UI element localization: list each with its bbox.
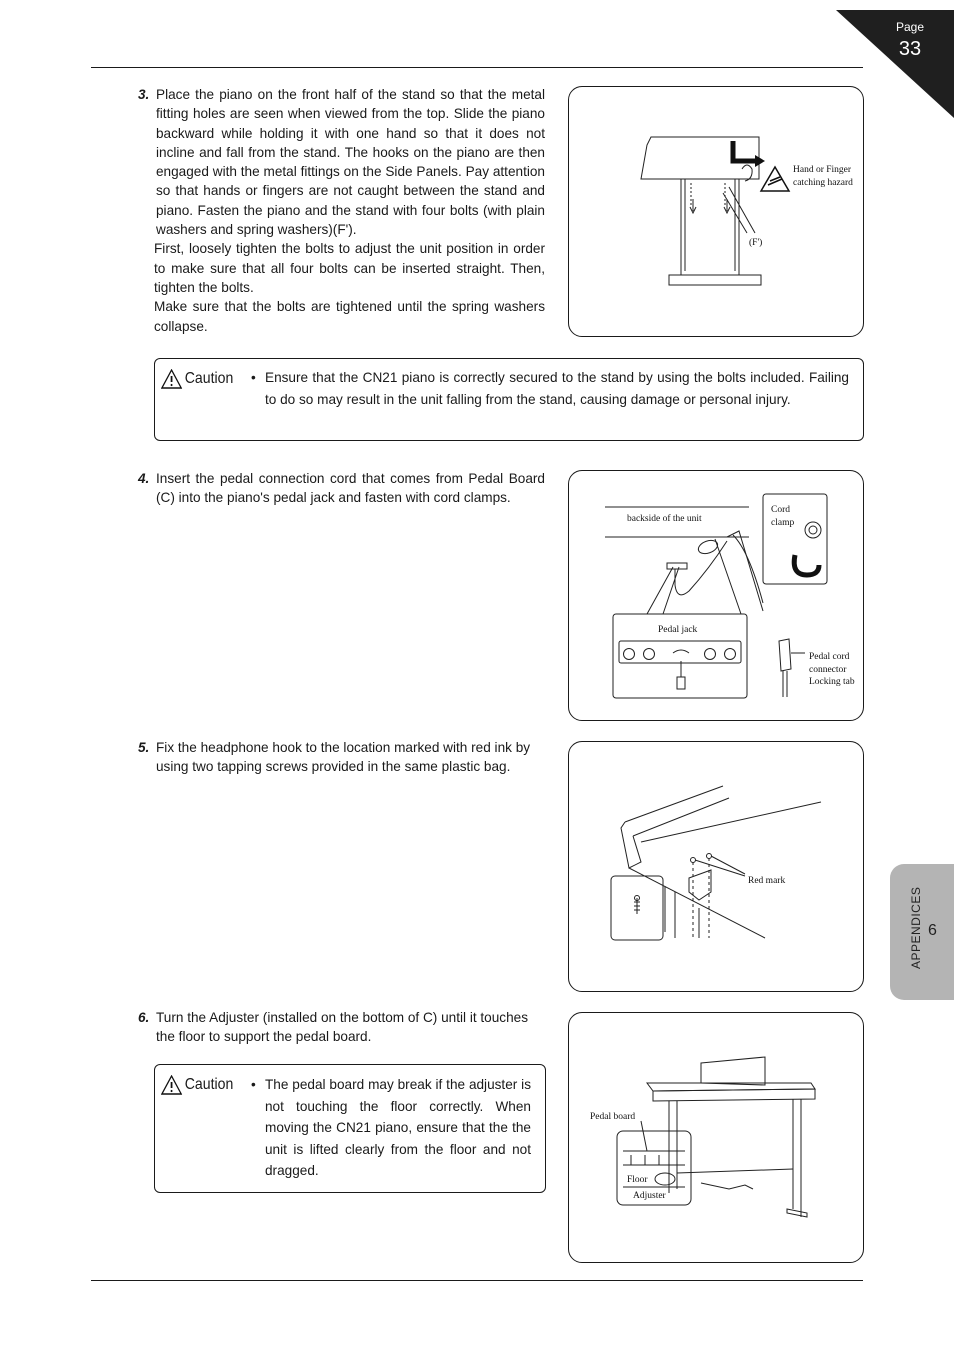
floor-label: Floor: [627, 1175, 648, 1185]
caution-title-text: Caution: [184, 370, 234, 387]
red-mark-label: Red mark: [748, 876, 786, 886]
pedal-board-label: Pedal board: [590, 1112, 636, 1122]
piano-stand-illustration: [569, 87, 863, 336]
caution-text-content: The pedal board may break if the adjuster is not touching the floor correctly. When moving the CN21 piano, ensure that the the unit is lifted clearly from the floor and not dragged.: [265, 1077, 531, 1179]
cord-clamp-label: Cord clamp: [771, 505, 795, 528]
step-3: [138, 85, 545, 336]
figure-headphone-hook: [568, 741, 864, 992]
warning-triangle-icon: [161, 1075, 182, 1095]
caution-box-1: [154, 358, 864, 441]
step-4: [138, 469, 545, 508]
caution-box-2: [154, 1064, 546, 1193]
step-paragraph: Insert the pedal connection cord that comes from Pedal Board (C) into the piano's pedal jack and fasten with cord clamps.: [156, 471, 545, 506]
step-6: [138, 1008, 548, 1047]
step-paragraph: Turn the Adjuster (installed on the bottom of C) until it touches the floor to support the pedal board.: [156, 1010, 529, 1045]
pedal-jack-label: Pedal jack: [658, 625, 698, 635]
step-number: 3.: [138, 87, 150, 102]
figure-pedal-cord: [568, 470, 864, 721]
page-number: 33: [898, 38, 922, 60]
bullet: •: [251, 1077, 256, 1092]
caution-title: [161, 369, 233, 389]
section-tab-label: APPENDICES: [909, 886, 923, 969]
backside-label: backside of the unit: [627, 514, 702, 524]
top-rule: [91, 67, 863, 68]
step-paragraph: First, loosely tighten the bolts to adjust the unit position in order to make sure that all four bolts can be inserted straight. Then, tighten the bolts.: [154, 241, 545, 295]
figure-piano-on-stand: [568, 86, 864, 337]
adjuster-illustration: [569, 1013, 863, 1262]
connector-label: Pedal cord connector Locking tab: [809, 652, 855, 687]
section-tab-number: 6: [928, 922, 937, 939]
step-number: 4.: [138, 471, 150, 486]
step-paragraph: Place the piano on the front half of the stand so that the metal fitting holes are seen when viewed from the top. Slide the piano backward while holding it with one hand so that it does not incline and fall from the stand. The hooks on the piano are then engaged with the metal fittings on the Side Panels. Pay attention so that hands or fingers are not caught between the stand and piano. Fasten the piano and the stand with four bolts (with plain washers and spring washers)(F').: [156, 87, 545, 238]
step-number: 5.: [138, 740, 150, 755]
caution-text-content: Ensure that the CN21 piano is correctly secured to the stand by using the bolts included. Failing to do so may result in the unit falling from the stand, causing damage or personal injury.: [265, 370, 849, 407]
bolts-label: (F'): [749, 238, 763, 248]
hazard-label: Hand or Finger catching hazard: [793, 165, 853, 188]
caution-title: [161, 1075, 233, 1095]
page-label: Page: [895, 20, 925, 34]
bullet: •: [251, 370, 256, 385]
step-5: [138, 738, 548, 777]
caution-title-text: Caution: [184, 1076, 234, 1093]
warning-triangle-icon: [161, 369, 182, 389]
step-number: 6.: [138, 1010, 150, 1025]
bottom-rule: [91, 1280, 863, 1281]
adjuster-label: Adjuster: [633, 1191, 666, 1201]
headphone-hook-illustration: [569, 742, 863, 991]
step-paragraph: Fix the headphone hook to the location marked with red ink by using two tapping screws provided in the same plastic bag.: [156, 740, 531, 775]
step-paragraph: Make sure that the bolts are tightened until the spring washers collapse.: [154, 299, 545, 334]
figure-adjuster: [568, 1012, 864, 1263]
caution-text: [251, 1074, 531, 1182]
caution-text: [251, 367, 849, 410]
